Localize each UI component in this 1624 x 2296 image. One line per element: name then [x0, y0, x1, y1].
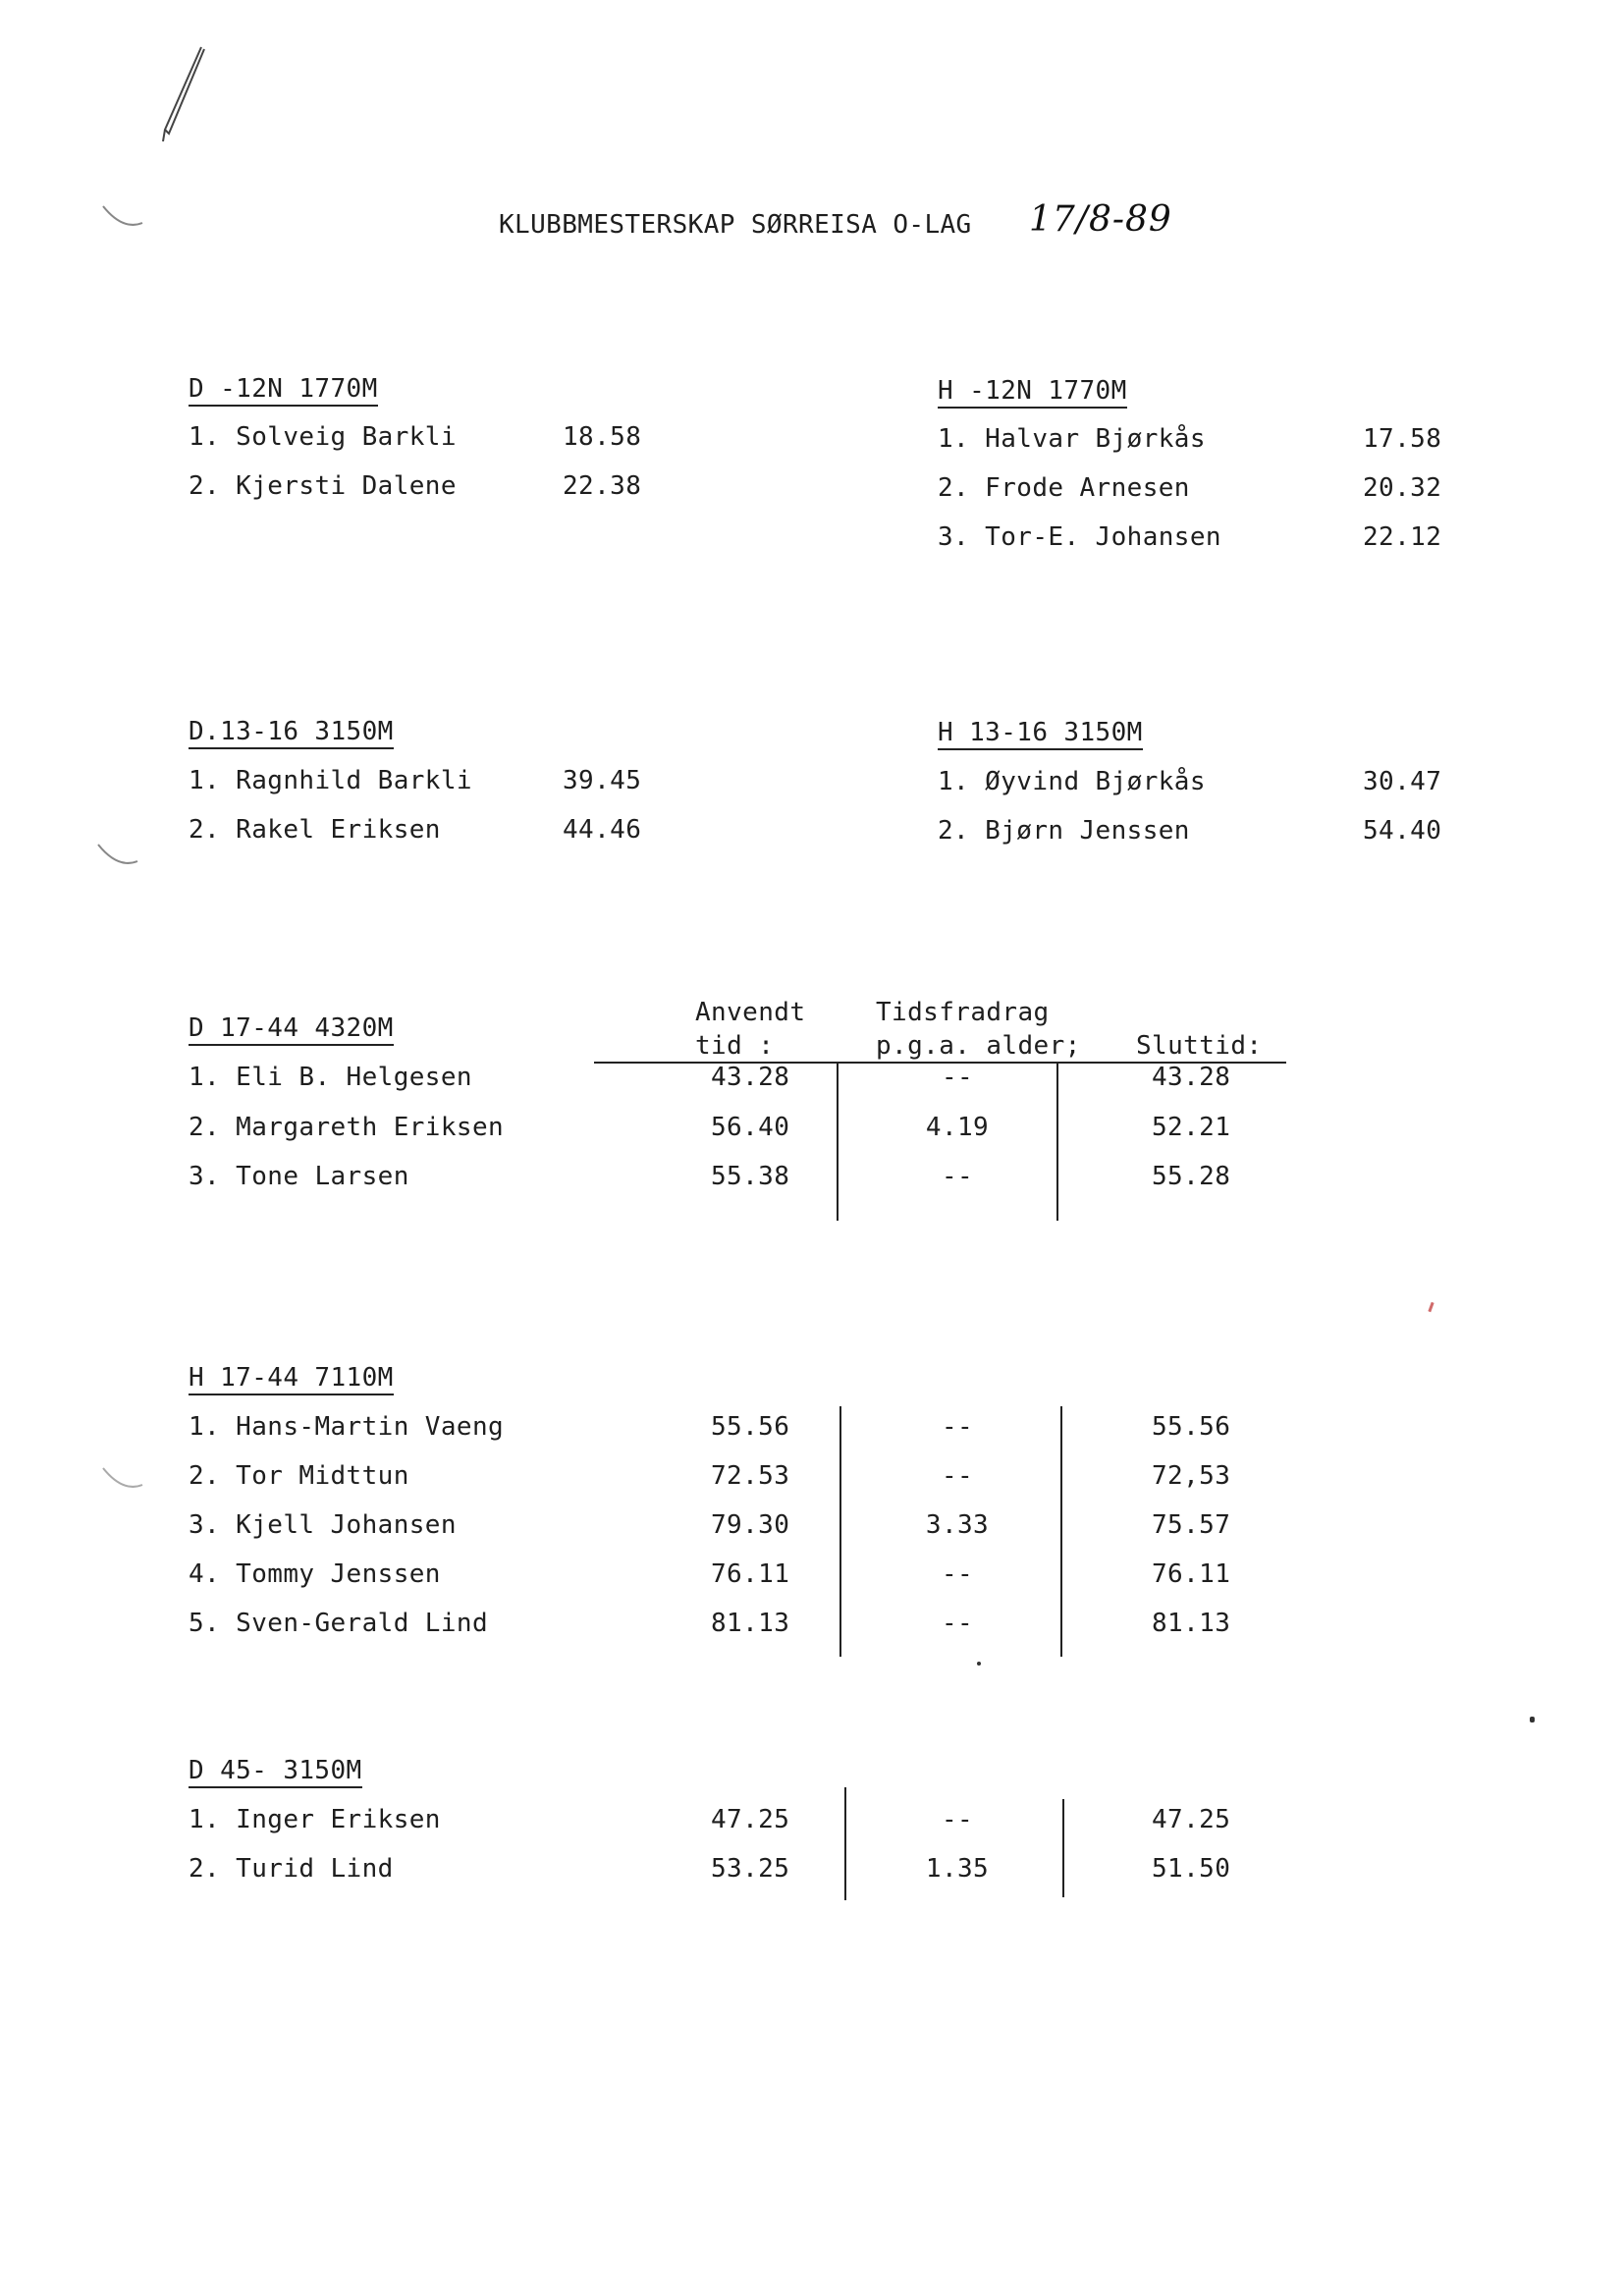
final-time: 81.13	[1152, 1609, 1231, 1638]
result-row: 3. Tor-E. Johansen	[938, 522, 1221, 552]
result-row: 2. Tor Midttun	[189, 1461, 409, 1491]
column-divider	[837, 1064, 839, 1221]
col-header-used-time-2: tid :	[695, 1031, 775, 1061]
final-time: 75.57	[1152, 1510, 1231, 1540]
final-time: 47.25	[1152, 1805, 1231, 1834]
class-title-d1744: D 17-44 4320M	[189, 1013, 394, 1046]
used-time: 72.53	[711, 1461, 790, 1491]
column-divider	[839, 1406, 841, 1657]
col-header-deduction: Tidsfradrag	[876, 998, 1050, 1027]
binder-hole-mark-icon	[98, 201, 147, 231]
result-row: 1. Øyvind Bjørkås	[938, 767, 1206, 796]
result-time: 17.58	[1363, 424, 1442, 454]
class-title-h12: H -12N 1770M	[938, 376, 1127, 409]
result-time: 44.46	[563, 815, 642, 845]
deduction: --	[941, 1805, 974, 1834]
used-time: 76.11	[711, 1559, 790, 1589]
binder-hole-mark-icon	[93, 840, 142, 869]
result-time: 39.45	[563, 766, 642, 795]
result-row: 1. Hans-Martin Vaeng	[189, 1412, 505, 1442]
final-time: 72,53	[1152, 1461, 1231, 1491]
deduction: --	[941, 1412, 974, 1442]
result-row: 1. Halvar Bjørkås	[938, 424, 1206, 454]
column-divider	[1062, 1799, 1064, 1897]
binder-hole-mark-icon	[98, 1463, 147, 1493]
used-time: 43.28	[711, 1063, 790, 1092]
column-divider	[1056, 1064, 1058, 1221]
final-time: 55.56	[1152, 1412, 1231, 1442]
result-time: 22.38	[563, 471, 642, 501]
page-title: KLUBBMESTERSKAP SØRREISA O-LAG	[499, 210, 972, 240]
final-time: 55.28	[1152, 1162, 1231, 1191]
result-row: 5. Sven-Gerald Lind	[189, 1609, 489, 1638]
result-time: 20.32	[1363, 473, 1442, 503]
result-row: 2. Rakel Eriksen	[189, 815, 441, 845]
deduction: --	[941, 1063, 974, 1092]
speck-mark	[977, 1662, 981, 1666]
result-row: 1. Inger Eriksen	[189, 1805, 441, 1834]
result-row: 1. Solveig Barkli	[189, 422, 457, 452]
used-time: 53.25	[711, 1854, 790, 1884]
class-title-d45: D 45- 3150M	[189, 1756, 362, 1788]
final-time: 43.28	[1152, 1063, 1231, 1092]
used-time: 55.38	[711, 1162, 790, 1191]
result-time: 22.12	[1363, 522, 1442, 552]
deduction: 1.35	[925, 1854, 990, 1884]
final-time: 52.21	[1152, 1113, 1231, 1142]
deduction: 3.33	[925, 1510, 990, 1540]
deduction: --	[941, 1609, 974, 1638]
result-row: 1. Eli B. Helgesen	[189, 1063, 472, 1092]
result-row: 2. Kjersti Dalene	[189, 471, 457, 501]
class-title-h1744: H 17-44 7110M	[189, 1363, 394, 1395]
result-time: 30.47	[1363, 767, 1442, 796]
result-row: 2. Bjørn Jenssen	[938, 816, 1190, 846]
class-title-d1316: D.13-16 3150M	[189, 717, 394, 749]
class-title-d12: D -12N 1770M	[189, 374, 378, 407]
result-row: 1. Ragnhild Barkli	[189, 766, 472, 795]
speck-mark	[1428, 1302, 1434, 1312]
column-divider	[1060, 1406, 1062, 1657]
speck-mark	[1530, 1717, 1535, 1722]
used-time: 81.13	[711, 1609, 790, 1638]
result-time: 18.58	[563, 422, 642, 452]
deduction: --	[941, 1461, 974, 1491]
result-row: 4. Tommy Jenssen	[189, 1559, 441, 1589]
column-divider	[844, 1787, 846, 1900]
final-time: 76.11	[1152, 1559, 1231, 1589]
result-row: 2. Margareth Eriksen	[189, 1113, 505, 1142]
deduction: --	[941, 1559, 974, 1589]
result-row: 3. Kjell Johansen	[189, 1510, 457, 1540]
used-time: 55.56	[711, 1412, 790, 1442]
handwritten-date: 17/8-89	[1029, 199, 1172, 240]
col-header-used-time: Anvendt	[695, 998, 806, 1027]
deduction: 4.19	[925, 1113, 990, 1142]
result-row: 2. Turid Lind	[189, 1854, 394, 1884]
class-title-h1316: H 13-16 3150M	[938, 718, 1143, 750]
col-header-final-time: Sluttid:	[1136, 1031, 1263, 1061]
col-header-deduction-2: p.g.a. alder;	[876, 1031, 1081, 1061]
pencil-mark-icon	[147, 39, 226, 147]
used-time: 79.30	[711, 1510, 790, 1540]
result-row: 3. Tone Larsen	[189, 1162, 409, 1191]
result-time: 54.40	[1363, 816, 1442, 846]
deduction: --	[941, 1162, 974, 1191]
final-time: 51.50	[1152, 1854, 1231, 1884]
used-time: 47.25	[711, 1805, 790, 1834]
result-row: 2. Frode Arnesen	[938, 473, 1190, 503]
used-time: 56.40	[711, 1113, 790, 1142]
